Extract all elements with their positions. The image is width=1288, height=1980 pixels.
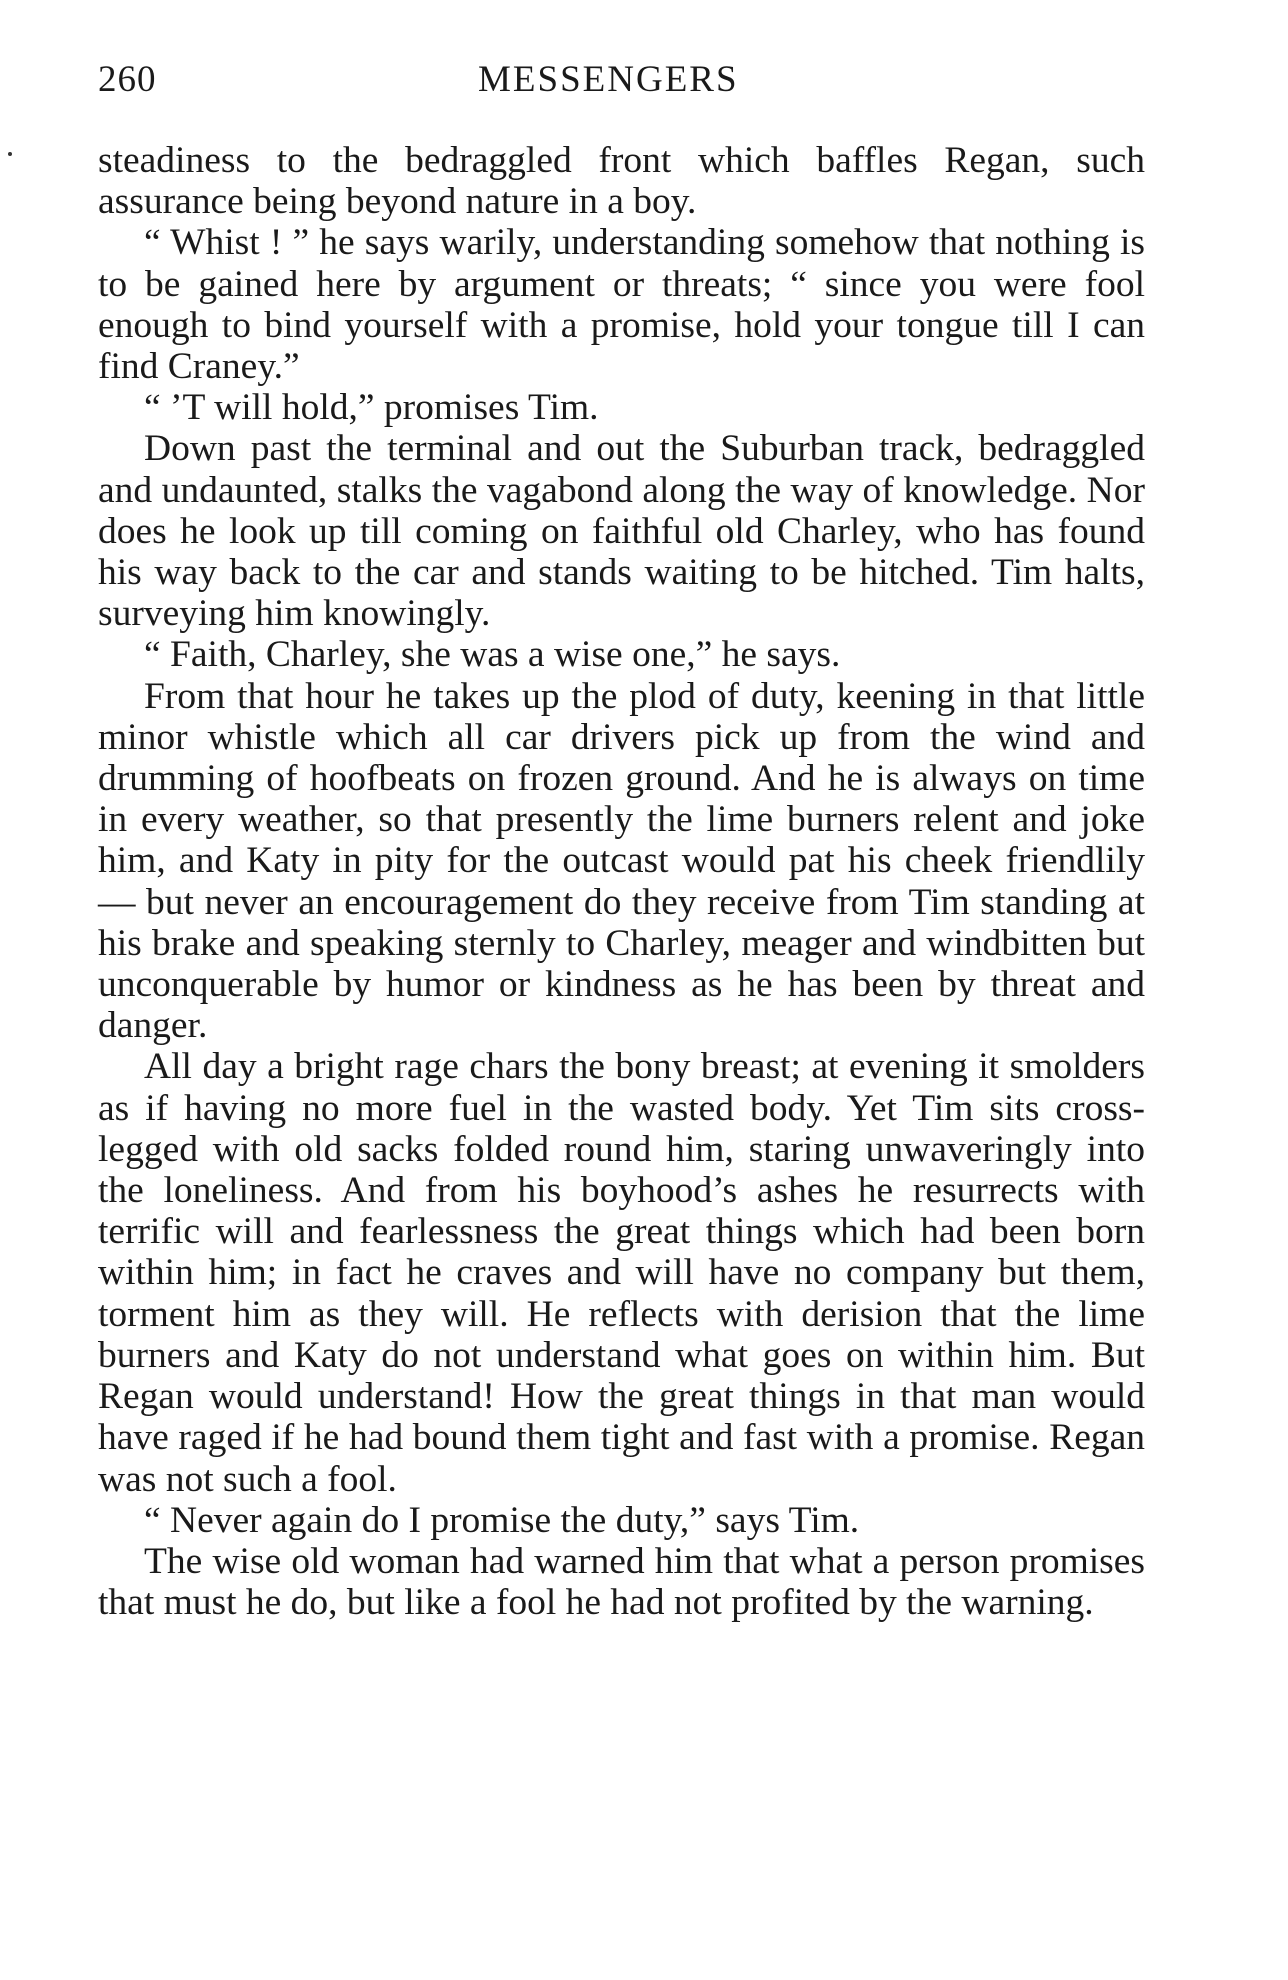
- page-header: [98, 58, 1148, 108]
- paragraph: “ Faith, Charley, she was a wise one,” he says.: [144, 634, 841, 676]
- paragraph: “ ’T will hold,” promises Tim.: [144, 387, 599, 429]
- paragraph: From that hour he takes up the plod of duty, keening in that little minor whistle which all car drivers pick up from the wind and drumming of hoofbeats on frozen ground. And he is always on time in every weather, so that presently the lime burners relent and joke him, and Katy in pity for the outcast would pat his cheek friendlily — but never an encouragement do they receive from Tim standing at his brake and speaking sternly to Charley, meager and windbitten but unconquerable by humor or kindness as he has been by threat and danger.: [98, 675, 1145, 1047]
- paragraph: “ Whist ! ” he says warily, understanding somehow that nothing is to be gained here by argument or threats; “ since you were fool enough to bind yourself with a promise, hold your tongue till I can find Craney.”: [98, 222, 1145, 388]
- body-text: [98, 140, 1145, 1623]
- paragraph: “ Never again do I promise the duty,” says Tim.: [144, 1499, 860, 1541]
- running-head: MESSENGERS: [478, 59, 739, 100]
- paragraph: steadiness to the bedraggled front which baffles Regan, such assurance being beyond nature in a boy.: [98, 140, 1145, 223]
- margin-dot: [8, 152, 12, 156]
- paragraph: Down past the terminal and out the Suburban track, bedraggled and undaunted, stalks the vagabond along the way of knowledge. Nor does he look up till coming on faithful old Charley, who has found his way back to the car and stands waiting to be hitched. Tim halts, surveying him knowingly.: [98, 428, 1145, 635]
- page-number: 260: [98, 59, 157, 100]
- paragraph: All day a bright rage chars the bony breast; at evening it smolders as if having no more fuel in the wasted body. Yet Tim sits cross-legged with old sacks folded round him, staring unwaveringly into the loneliness. And from his boyhood’s ashes he resurrects with terrific will and fearlessness the great things which had been born within him; in fact he craves and will have no company but them, torment him as they will. He reflects with derision that the lime burners and Katy do not understand what goes on within him. But Regan would understand! How the great things in that man would have raged if he had bound them tight and fast with a promise. Regan was not such a fool.: [98, 1046, 1145, 1500]
- paragraph: The wise old woman had warned him that what a person promises that must he do, but like a fool he had not profited by the warning.: [98, 1540, 1145, 1624]
